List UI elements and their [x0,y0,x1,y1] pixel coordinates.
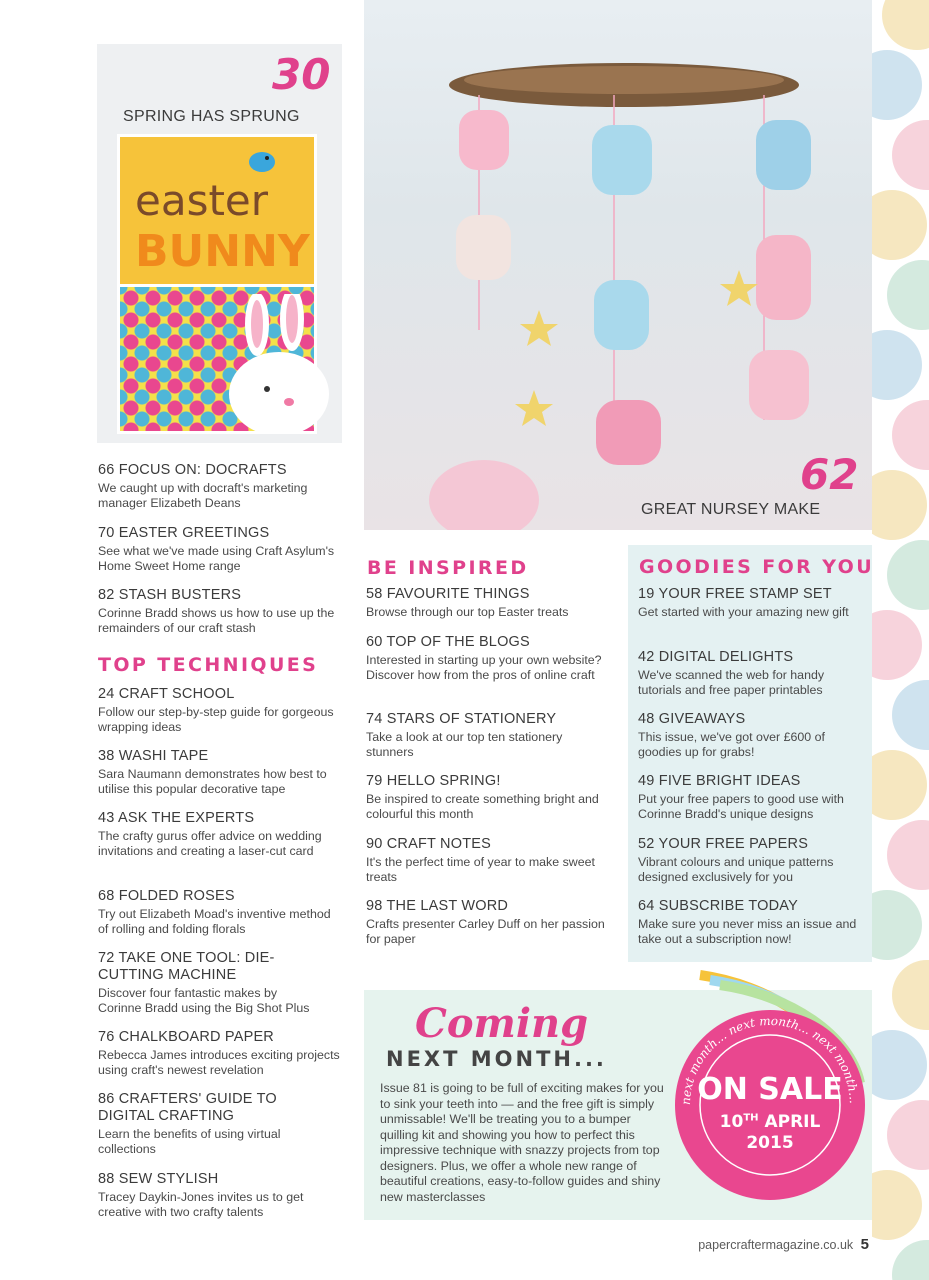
badge-year: 2015 [746,1133,794,1153]
feature-number-30: 30 [272,50,331,99]
list-item: 70 EASTER GREETINGS See what we've made using Craft Asylum's Home Sweet Home range [98,525,335,573]
section-heading-top-techniques: TOP TECHNIQUES [98,654,319,676]
easter-card-photo [97,44,342,443]
list-item: 76 CHALKBOARD PAPER Rebecca James introduces exciting projects using craft's newest revelation [98,1029,340,1077]
card-word-bunny: BUNNY [135,226,310,277]
feature-number-62: 62 [800,450,859,499]
list-item: 24 CRAFT SCHOOL Follow our step-by-step guide for gorgeous wrapping ideas [98,686,334,734]
bunny-icon [217,294,337,434]
polka-dot-border [872,0,929,1280]
page-number: 5 [860,1236,869,1253]
list-item: 88 SEW STYLISH Tracey Daykin-Jones invites us to get creative with two crafty talents [98,1171,304,1219]
feature-caption-nursery: GREAT NURSEY MAKE [641,501,821,518]
list-item: 74 STARS OF STATIONERY Take a look at our top ten stationery stunners [366,711,563,759]
card-word-easter: easter [135,176,269,225]
list-item: 79 HELLO SPRING! Be inspired to create something bright and colourful this month [366,773,599,821]
coming-script: Coming [415,1000,589,1047]
section-heading-be-inspired: BE INSPIRED [367,557,529,579]
coming-body: Issue 81 is going to be full of exciting makes for you to sink your teeth into — and the free gift is simply unmissable! We'll be treating you to a bumper quilling kit and showing you how to perfect this impressive technique with snazzy projects from top designers. Plus, we offer a whole new range of beautiful creations, easy-to-follow guides and shiny new masterclasses [380,1081,664,1204]
badge-ring-text: next month... next month... next month... [678,1013,862,1106]
list-item: 58 FAVOURITE THINGS Browse through our top Easter treats [366,586,569,619]
list-item: 64 SUBSCRIBE TODAY Make sure you never miss an issue and take out a subscription now! [638,898,857,946]
coming-heading: NEXT MONTH... [386,1047,607,1071]
list-item: 43 ASK THE EXPERTS The crafty gurus offer advice on wedding invitations and creating a laser-cut card [98,810,322,858]
list-item: 86 CRAFTERS' GUIDE TO DIGITAL CRAFTING Learn the benefits of using virtual collections [98,1091,281,1156]
list-item: 38 WASHI TAPE Sara Naumann demonstrates how best to utilise this popular decorative tape [98,748,327,796]
section-heading-goodies: GOODIES FOR YOU [639,556,875,578]
list-item: 19 YOUR FREE STAMP SET Get started with your amazing new gift [638,586,849,619]
page-footer [698,1236,869,1253]
list-item: 68 FOLDED ROSES Try out Elizabeth Moad's inventive method of rolling and folding florals [98,888,331,936]
list-item: 48 GIVEAWAYS This issue, we've got over £600 of goodies up for grabs! [638,711,825,759]
list-item: 60 TOP OF THE BLOGS Interested in starting up your own website? Discover how from the pros of online craft [366,634,602,682]
on-sale-badge [675,1010,865,1200]
feature-caption-spring: SPRING HAS SPRUNG [123,108,300,125]
list-item: 66 FOCUS ON: DOCRAFTS We caught up with docraft's marketing manager Elizabeth Deans [98,462,308,510]
list-item: 42 DIGITAL DELIGHTS We've scanned the web for handy tutorials and free paper printables [638,649,825,697]
list-item: 90 CRAFT NOTES It's the perfect time of year to make sweet treats [366,836,595,884]
list-item: 82 STASH BUSTERS Corinne Bradd shows us how to use up the remainders of our craft stash [98,587,335,635]
list-item: 52 YOUR FREE PAPERS Vibrant colours and unique patterns designed exclusively for you [638,836,834,884]
badge-on-sale: ON SALE [697,1072,843,1107]
footer-url: papercraftermagazine.co.uk [698,1238,854,1252]
owl-mobile-photo [364,0,872,530]
bird-icon [247,146,277,174]
list-item: 98 THE LAST WORD Crafts presenter Carley Duff on her passion for paper [366,898,605,946]
badge-date: 10TH APRIL [719,1112,821,1132]
list-item: 72 TAKE ONE TOOL: DIE-CUTTING MACHINE Discover four fantastic makes by Corinne Bradd using the Big Shot Plus [98,950,310,1015]
list-item: 49 FIVE BRIGHT IDEAS Put your free papers to good use with Corinne Bradd's unique designs [638,773,844,821]
